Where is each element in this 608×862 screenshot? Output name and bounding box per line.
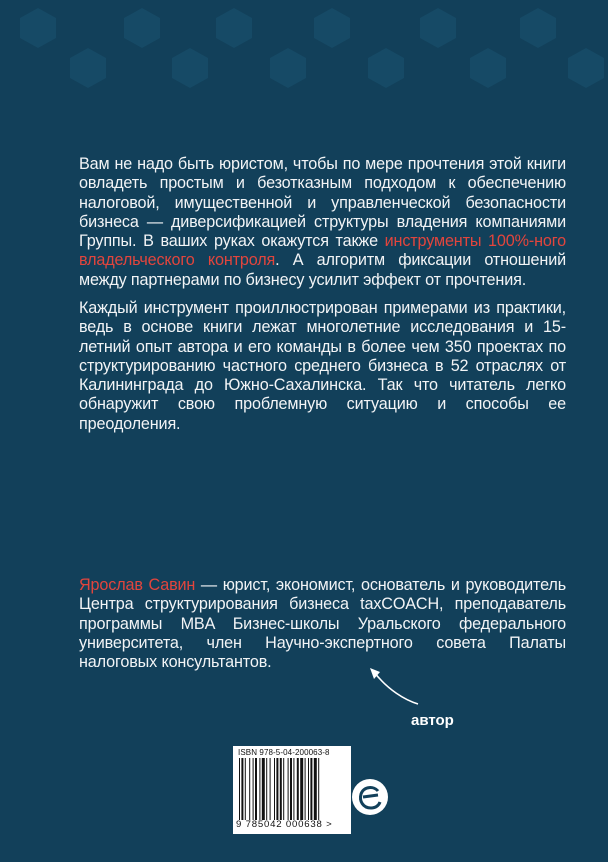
description-paragraph-2: Каждый инструмент проиллюстрирован примерами из практики, ведь в основе книги лежат многолетние исследования и 15-летний опыт автора и его команды в более чем 350 проектах по структурированию частного среднего бизнеса в 52 отраслях от Калининграда до Южно-Сахалинска. Так что читатель легко обнаружит свою проблемную ситуацию и способы ее преодоления. <box>79 299 566 433</box>
author-bio-text: — юрист, экономист, основатель и руководитель Центра структурирования бизнеса taxCOACH, преподаватель программы MBA Бизнес-школы Уральского федерального университета, член Научно-экспертного совета Палаты налоговых консультантов. <box>79 576 566 672</box>
author-bio <box>79 576 566 672</box>
hexagon-pattern <box>0 0 608 140</box>
barcode-icon <box>239 758 349 820</box>
author-caption: автор <box>411 712 454 729</box>
description-text: . А алгоритм фиксации отношений между партнерами по бизнесу усилит эффект от прочтения. <box>79 251 566 289</box>
description-text: Вам не надо быть юристом, чтобы по мере прочтения этой книги овладеть простым и безотказным подходом к обеспечению налоговой, имущественной и управленческой безопасности бизнеса — диверсификацией структуры владения компаниями Группы. В ваших руках окажутся также <box>79 155 566 251</box>
isbn-barcode <box>233 746 351 834</box>
curved-arrow-icon <box>360 662 430 712</box>
publisher-logo-icon <box>352 779 388 815</box>
isbn-number: 9 785042 000638 > <box>236 819 333 830</box>
author-name: Ярослав Савин <box>79 576 196 594</box>
isbn-label: ISBN 978-5-04-200063-8 <box>238 748 330 757</box>
description-paragraph-1 <box>79 155 566 290</box>
highlighted-phrase: инструменты 100%-ного владельческого контроля <box>79 232 566 270</box>
